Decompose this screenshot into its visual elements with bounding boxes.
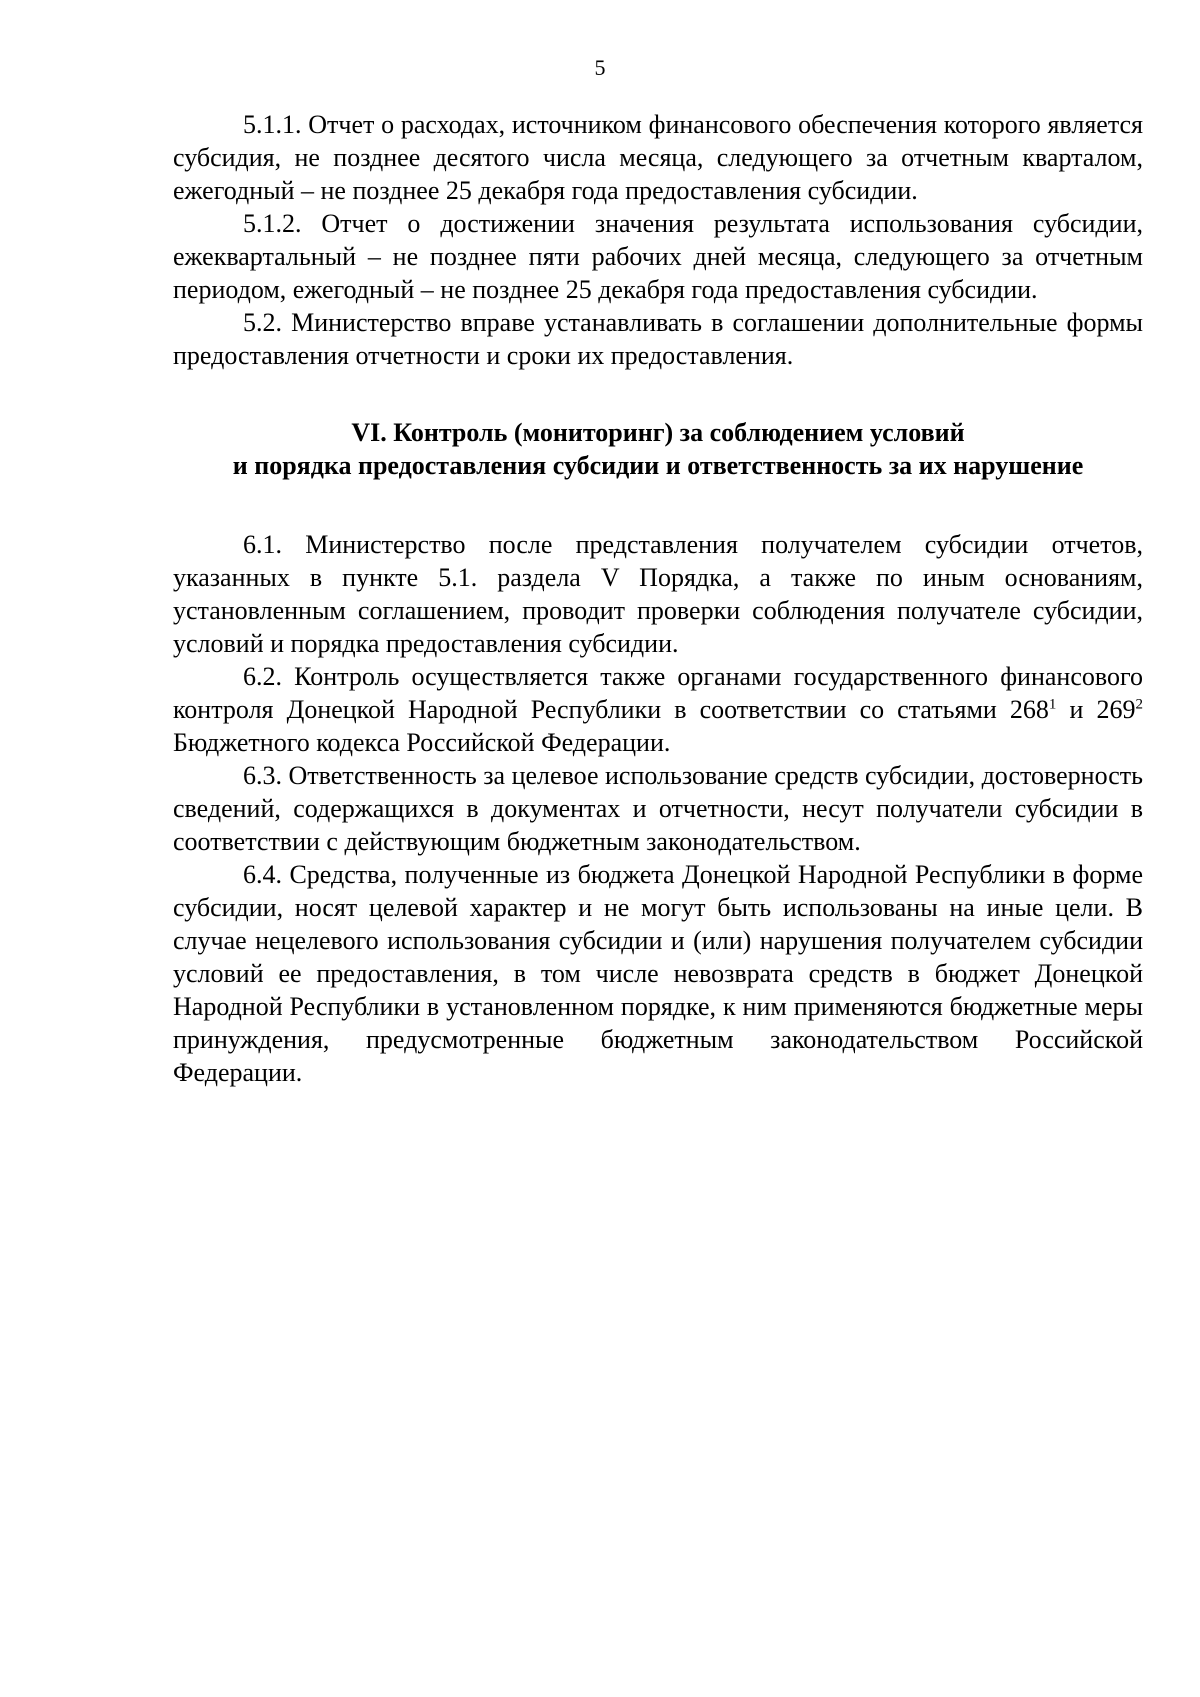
page-number: 5 <box>594 55 606 80</box>
document-body <box>173 108 1143 1089</box>
paragraph-5-2: 5.2. Министерство вправе устанавливать в соглашении дополнительные формы предоставления отчетности и сроки их предоставления. <box>173 308 1143 370</box>
section-heading-6 <box>173 416 1143 482</box>
paragraph-6-1: 6.1. Министерство после представления получателем субсидии отчетов, указанных в пункте 5.1. раздела V Порядка, а также по иным основаниям, установленным соглашением, проводит проверки соблюдения получателе субсидии, условий и порядка предоставления субсидии. <box>173 530 1143 658</box>
paragraph-6-2 <box>173 660 1143 759</box>
paragraph-5-1-2: 5.1.2. Отчет о достижении значения результата использования субсидии, ежеквартальный – не позднее пяти рабочих дней месяца, следующего за отчетным периодом, ежегодный – не позднее 25 декабря года предоставления субсидии. <box>173 209 1143 304</box>
section-heading-line-1: VI. Контроль (мониторинг) за соблюдением условий <box>351 418 965 447</box>
section-heading-line-2: и порядка предоставления субсидии и ответственность за их нарушение <box>232 451 1084 480</box>
paragraph-6-2-text-c: Бюджетного кодекса Российской Федерации. <box>173 728 671 757</box>
paragraph-5-1-1: 5.1.1. Отчет о расходах, источником финансового обеспечения которого является субсидия, не позднее десятого числа месяца, следующего за отчетным кварталом, ежегодный – не позднее 25 декабря года предоставления субсидии. <box>173 110 1143 205</box>
paragraph-6-2-text-a: 6.2. Контроль осуществляется также органами государственного финансового контроля Донецкой Народной Республики в соответствии со статьями 268 <box>173 662 1143 724</box>
footnote-superscript-2: 2 <box>1135 696 1143 713</box>
paragraph-6-2-text-b: и 269 <box>1056 695 1136 724</box>
paragraph-6-3: 6.3. Ответственность за целевое использование средств субсидии, достоверность сведений, содержащихся в документах и отчетности, несут получатели субсидии в соответствии с действующим бюджетным законодательством. <box>173 761 1143 856</box>
paragraph-6-4: 6.4. Средства, полученные из бюджета Донецкой Народной Республики в форме субсидии, носят целевой характер и не могут быть использованы на иные цели. В случае нецелевого использования субсидии и (или) нарушения получателем субсидии условий ее предоставления, в том числе невозврата средств в бюджет Донецкой Народной Республики в установленном порядке, к ним применяются бюджетные меры принуждения, предусмотренные бюджетным законодательством Российской Федерации. <box>173 860 1143 1087</box>
footnote-superscript-1: 1 <box>1048 696 1057 713</box>
